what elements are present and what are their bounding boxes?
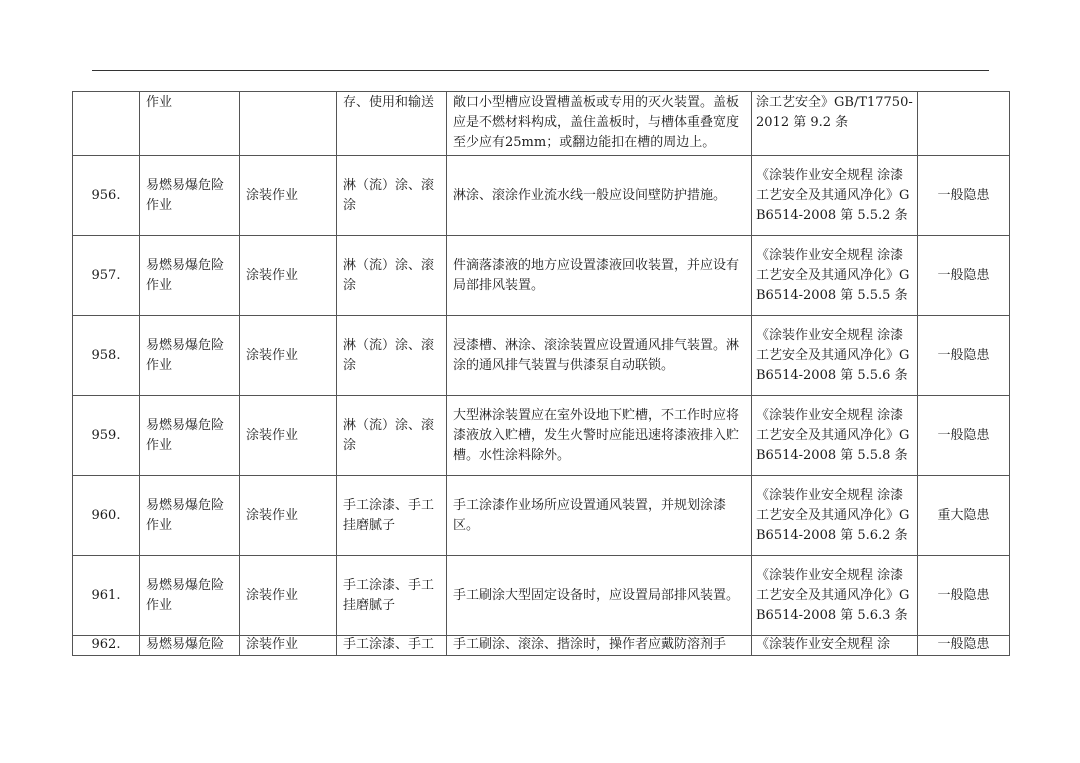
hazard-level: 一般隐患 — [918, 156, 1010, 236]
hazard-category: 易燃易爆危险 — [140, 636, 240, 656]
table-row — [73, 92, 1010, 156]
work-type: 涂装作业 — [240, 636, 337, 656]
hazard-level: 一般隐患 — [918, 636, 1010, 656]
table-row — [73, 556, 1010, 636]
work-type: 涂装作业 — [240, 556, 337, 636]
standard-reference: 《涂装作业安全规程 涂漆工艺安全及其通风净化》GB6514-2008 第 5.5.8 条 — [752, 396, 918, 476]
work-type — [240, 92, 337, 156]
standard-reference: 《涂装作业安全规程 涂漆工艺安全及其通风净化》GB6514-2008 第 5.6.2 条 — [752, 476, 918, 556]
header-rule — [92, 70, 989, 71]
process-step: 淋（流）涂、滚涂 — [337, 316, 447, 396]
process-step: 存、使用和输送 — [337, 92, 447, 156]
table-row — [73, 396, 1010, 476]
hazard-category: 易燃易爆危险作业 — [140, 476, 240, 556]
process-step: 淋（流）涂、滚涂 — [337, 396, 447, 476]
row-number: 957. — [73, 236, 140, 316]
safety-requirement: 手工刷涂大型固定设备时，应设置局部排风装置。 — [447, 556, 752, 636]
row-number: 961. — [73, 556, 140, 636]
standard-reference: 涂工艺安全》GB/T17750-2012 第 9.2 条 — [752, 92, 918, 156]
hazard-level: 一般隐患 — [918, 236, 1010, 316]
hazard-category: 易燃易爆危险作业 — [140, 396, 240, 476]
row-number: 960. — [73, 476, 140, 556]
work-type: 涂装作业 — [240, 476, 337, 556]
work-type: 涂装作业 — [240, 156, 337, 236]
row-number: 962. — [73, 636, 140, 656]
hazard-category: 作业 — [140, 92, 240, 156]
hazard-category: 易燃易爆危险作业 — [140, 236, 240, 316]
safety-requirement: 件滴落漆液的地方应设置漆液回收装置，并应设有局部排风装置。 — [447, 236, 752, 316]
hazard-level: 一般隐患 — [918, 316, 1010, 396]
safety-requirement: 大型淋涂装置应在室外设地下贮槽，不工作时应将漆液放入贮槽，发生火警时应能迅速将漆液排入贮槽。水性涂料除外。 — [447, 396, 752, 476]
process-step: 淋（流）涂、滚涂 — [337, 236, 447, 316]
hazard-level — [918, 92, 1010, 156]
process-step: 手工涂漆、手工挂磨腻子 — [337, 556, 447, 636]
row-number: 956. — [73, 156, 140, 236]
hazard-category: 易燃易爆危险作业 — [140, 156, 240, 236]
process-step: 淋（流）涂、滚涂 — [337, 156, 447, 236]
hazard-level: 重大隐患 — [918, 476, 1010, 556]
process-step: 手工涂漆、手工 — [337, 636, 447, 656]
safety-requirement: 淋涂、滚涂作业流水线一般应设间壁防护措施。 — [447, 156, 752, 236]
table-row — [73, 316, 1010, 396]
table-row — [73, 236, 1010, 316]
hazard-level: 一般隐患 — [918, 396, 1010, 476]
row-number — [73, 92, 140, 156]
standard-reference: 《涂装作业安全规程 涂漆工艺安全及其通风净化》GB6514-2008 第 5.5.6 条 — [752, 316, 918, 396]
standard-reference: 《涂装作业安全规程 涂漆工艺安全及其通风净化》GB6514-2008 第 5.6.3 条 — [752, 556, 918, 636]
safety-requirement: 敞口小型槽应设置槽盖板或专用的灭火装置。盖板应是不燃材料构成，盖住盖板时，与槽体重叠宽度至少应有25mm；或翻边能扣在槽的周边上。 — [447, 92, 752, 156]
safety-requirement: 手工刷涂、滚涂、揩涂时，操作者应戴防溶剂手 — [447, 636, 752, 656]
hazard-table — [72, 91, 1010, 656]
safety-requirement: 浸漆槽、淋涂、滚涂装置应设置通风排气装置。淋涂的通风排气装置与供漆泵自动联锁。 — [447, 316, 752, 396]
table-row — [73, 156, 1010, 236]
standard-reference: 《涂装作业安全规程 涂 — [752, 636, 918, 656]
work-type: 涂装作业 — [240, 316, 337, 396]
process-step: 手工涂漆、手工挂磨腻子 — [337, 476, 447, 556]
hazard-category: 易燃易爆危险作业 — [140, 316, 240, 396]
work-type: 涂装作业 — [240, 236, 337, 316]
hazard-category: 易燃易爆危险作业 — [140, 556, 240, 636]
standard-reference: 《涂装作业安全规程 涂漆工艺安全及其通风净化》GB6514-2008 第 5.5.2 条 — [752, 156, 918, 236]
row-number: 958. — [73, 316, 140, 396]
hazard-level: 一般隐患 — [918, 556, 1010, 636]
work-type: 涂装作业 — [240, 396, 337, 476]
safety-requirement: 手工涂漆作业场所应设置通风装置，并规划涂漆区。 — [447, 476, 752, 556]
table-row — [73, 476, 1010, 556]
standard-reference: 《涂装作业安全规程 涂漆工艺安全及其通风净化》GB6514-2008 第 5.5.5 条 — [752, 236, 918, 316]
table-row — [73, 636, 1010, 656]
row-number: 959. — [73, 396, 140, 476]
